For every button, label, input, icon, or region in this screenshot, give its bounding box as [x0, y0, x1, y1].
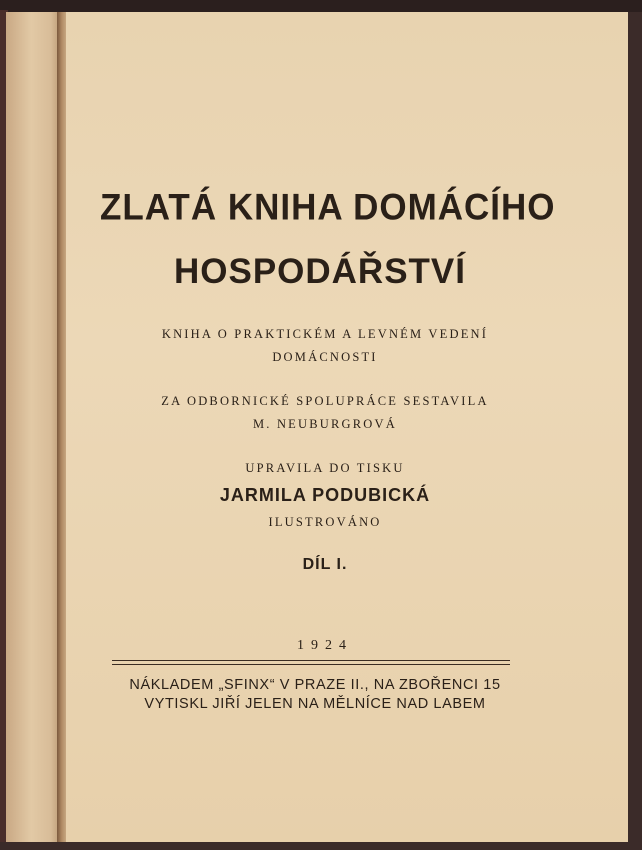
binding-right [628, 12, 642, 850]
binding-bottom [0, 842, 642, 850]
divider-rule-thin [112, 664, 510, 665]
illustrated-note: ILUSTROVÁNO [268, 515, 382, 529]
left-page-edge [6, 12, 63, 842]
subtitle-line-1: KNIHA O PRAKTICKÉM A LEVNÉM VEDENÍ [161, 327, 489, 341]
editor-name: JARMILA PODUBICKÁ [219, 485, 431, 505]
printer-imprint: VYTISKL JIŘÍ JELEN NA MĚLNÍCE NAD LABEM [144, 696, 486, 712]
collaboration-line-1: ZA ODBORNICKÉ SPOLUPRÁCE SESTAVILA [161, 394, 489, 408]
publication-year: 1924 [297, 638, 353, 653]
subtitle-line-2: DOMÁCNOSTI [272, 350, 378, 364]
author-name: M. NEUBURGROVÁ [252, 417, 397, 431]
volume-label: DÍL I. [302, 556, 348, 573]
edited-by-label: UPRAVILA DO TISKU [245, 461, 405, 475]
book-title-line-2: HOSPODÁŘSTVÍ [173, 252, 467, 291]
publisher-imprint: NÁKLADEM „SFINX“ V PRAZE II., NA ZBOŘENCI 15 [129, 677, 501, 693]
book-title-line-1: ZLATÁ KNIHA DOMÁCÍHO [100, 187, 556, 228]
divider-rule-thick [112, 660, 510, 661]
binding-top [0, 0, 642, 12]
